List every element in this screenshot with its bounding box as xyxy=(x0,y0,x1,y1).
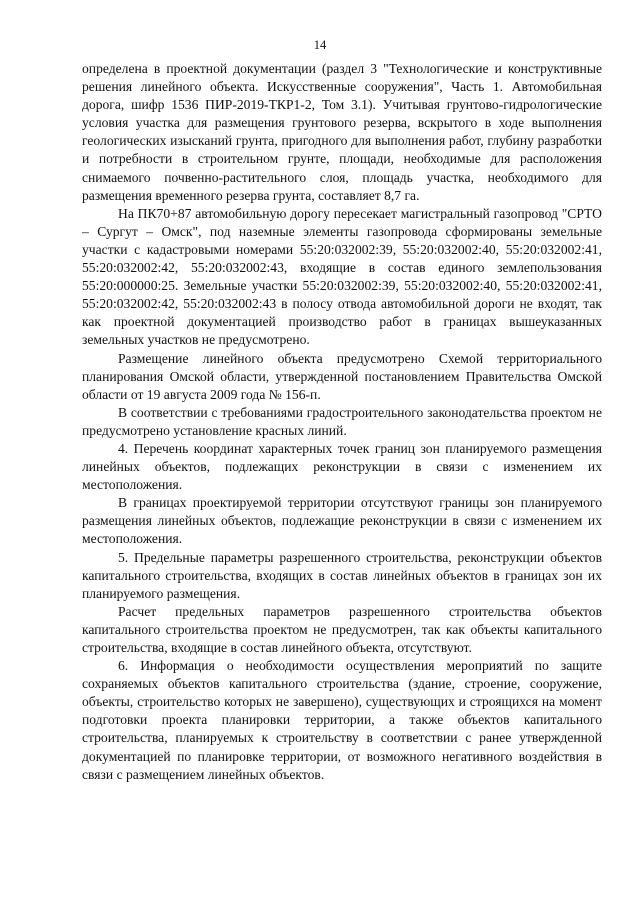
paragraph-section-4: В границах проектируемой территории отсутствуют границы зон планируемого размещения линейных объектов, подлежащие реконструкции в связи с изменением их местоположения. xyxy=(82,495,602,547)
document-body xyxy=(82,60,602,784)
page-number: 14 xyxy=(313,38,327,52)
section-heading-6: 6. Информация о необходимости осуществления мероприятий по защите сохраняемых объектов капитального строительства (здание, строение, сооружение, объекты, строительство которых не завершено), существующих и строящихся на момент подготовки проекта планировки территории, а также объектов капитального строительства, планируемых к строительству в соответствии с ранее утвержденной документацией по планировке территории, от возможного негативного воздействия в связи с размещением линейных объектов. xyxy=(82,658,602,782)
section-heading-5: 5. Предельные параметры разрешенного строительства, реконструкции объектов капитального строительства, входящих в состав линейных объектов в границах зон их планируемого размещения. xyxy=(82,549,602,601)
paragraph-red-lines: В соответствии с требованиями градостроительного законодательства проектом не предусмотрено установление красных линий. xyxy=(82,404,602,438)
paragraph-continuation: определена в проектной документации (раздел 3 "Технологические и конструктивные решения линейного объекта. Искусственные сооружения", Часть 1. Автомобильная дорога, шифр 1536 ПИР-2019-ТКР1-2, Том 3.1). Учитывая грунтово-гидрологические условия участка для размещения грунтового резерва, вскрытого в ходе выполнения геологических изысканий грунта, пригодного для выполнения работ, глубину разработки и потребности в строительном грунте, площади, необходимые для расположения снимаемого почвенно-растительного слоя, площадь участка, необходимого для размещения временного резерва грунта, составляет 8,7 га. xyxy=(82,61,602,203)
paragraph-section-5: Расчет предельных параметров разрешенного строительства объектов капитального строительства проектом не предусмотрен, так как объекты капитального строительства, входящие в состав линейного объекта, отсутствуют. xyxy=(82,603,602,655)
paragraph-gas-pipeline: На ПК70+87 автомобильную дорогу пересекает магистральный газопровод "СРТО – Сургут – Омск", под наземные элементы газопровода сформированы земельные участки с кадастровыми номерами 55:20:032002:39, 55:20:032002:40, 55:20:032002:41, 55:20:032002:42, 55:20:032002:43, входящие в состав единого землепользования 55:20:000000:25. Земельные участки 55:20:032002:39, 55:20:032002:40, 55:20:032002:41, 55:20:032002:42, 55:20:032002:43 в полосу отвода автомобильной дороги не входят, так как проектной документацией производство работ в границах вышеуказанных земельных участков не предусмотрено. xyxy=(82,205,602,348)
section-heading-4: 4. Перечень координат характерных точек границ зон планируемого размещения линейных объектов, подлежащих реконструкции в связи с изменением их местоположения. xyxy=(82,440,602,493)
paragraph-territorial-planning: Размещение линейного объекта предусмотрено Схемой территориального планирования Омской области, утвержденной постановлением Правительства Омской области от 19 августа 2009 года № 156-п. xyxy=(82,350,602,402)
